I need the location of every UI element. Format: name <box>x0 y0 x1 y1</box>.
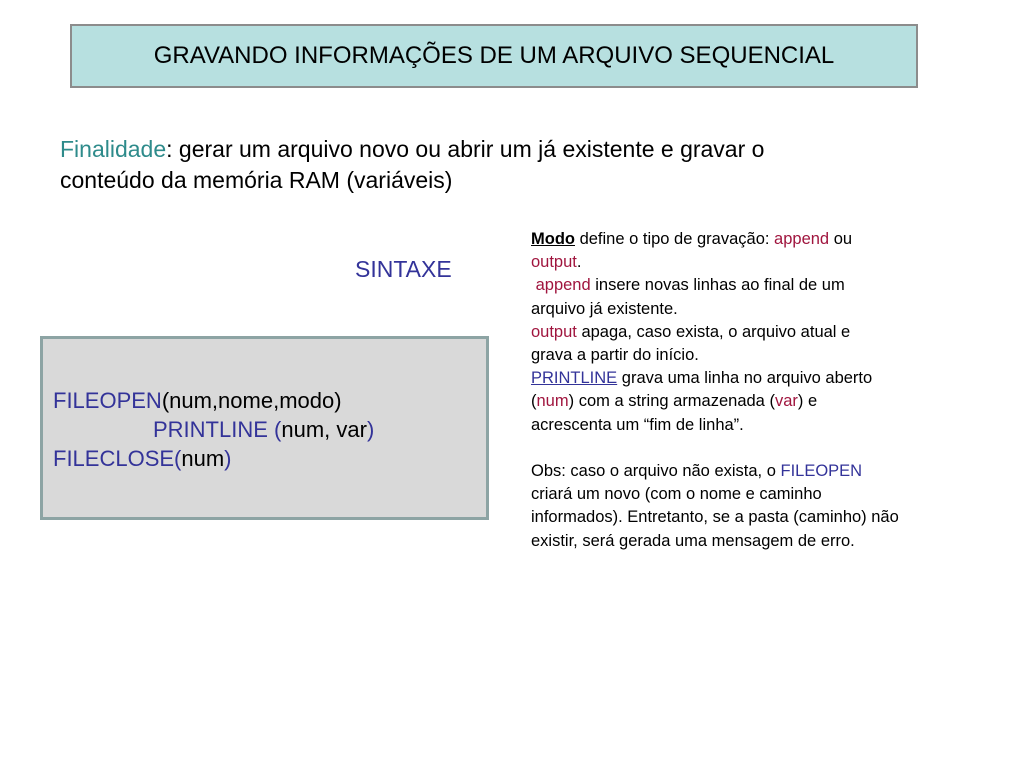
ou-text: ou <box>829 230 853 248</box>
notes-append-line2: arquivo já existente. <box>531 299 678 318</box>
output-word: output <box>531 253 577 272</box>
notes-modo-line1 <box>531 228 1001 251</box>
printline-close-paren: ) <box>366 417 375 442</box>
printline-desc2: ) com a string armazenada ( <box>568 392 775 411</box>
notes-obs-line1 <box>531 460 1001 483</box>
printline-desc: grava uma linha no arquivo aberto <box>617 369 873 388</box>
printline-keyword: PRINTLINE ( <box>153 417 282 442</box>
fileopen-keyword: FILEOPEN <box>53 388 162 413</box>
fileclose-keyword: FILECLOSE( <box>53 446 182 471</box>
output-word-2: output <box>531 322 577 341</box>
notes-modo-line2 <box>531 251 1001 274</box>
finalidade-paragraph <box>60 134 880 196</box>
period-text: . <box>576 253 582 272</box>
notes-printline-line2 <box>531 390 1001 413</box>
notes-blank <box>531 437 1001 460</box>
notes-obs-line4: existir, será gerada uma mensagem de erro. <box>531 531 855 550</box>
modo-text: define o tipo de gravação: <box>574 230 775 248</box>
output-desc: apaga, caso exista, o arquivo atual e <box>576 322 851 341</box>
finalidade-text-line2: conteúdo da memória RAM (variáveis) <box>60 167 453 193</box>
finalidade-text-line1: : gerar um arquivo novo ou abrir um já existente e gravar o <box>166 136 765 162</box>
fileclose-close-paren: ) <box>224 446 232 471</box>
notes-printline-line1 <box>531 367 1001 390</box>
fileopen-word: FILEOPEN <box>780 462 863 481</box>
notes-obs-line3: informados). Entretanto, se a pasta (caminho) não <box>531 508 899 527</box>
notes-panel <box>531 228 1001 553</box>
modo-label: Modo <box>531 230 575 248</box>
obs-text: Obs: caso o arquivo não exista, o <box>531 462 781 481</box>
notes-output-line2: grava a partir do início. <box>531 346 699 365</box>
syntax-line-fileopen <box>53 387 342 415</box>
syntax-line-printline <box>153 416 374 444</box>
append-word: append <box>774 230 830 248</box>
append-word-2: append <box>535 276 591 295</box>
finalidade-label: Finalidade <box>60 136 167 162</box>
append-desc: insere novas linhas ao final de um <box>590 276 845 295</box>
notes-output-line1 <box>531 321 1001 344</box>
paren-open: ( <box>531 392 537 411</box>
sintaxe-heading: SINTAXE <box>355 256 452 282</box>
fileclose-args: num <box>181 446 225 471</box>
slide-title-box <box>70 24 918 88</box>
printline-args: num, var <box>281 417 367 442</box>
notes-obs-line2: criará um novo (com o nome e caminho <box>531 485 822 504</box>
syntax-box <box>40 336 489 520</box>
slide-title: GRAVANDO INFORMAÇÕES DE UM ARQUIVO SEQUENCIAL <box>153 42 835 69</box>
fileopen-args: (num,nome,modo) <box>161 388 342 413</box>
syntax-line-fileclose <box>53 445 232 473</box>
notes-printline-line3: acrescenta um “fim de linha”. <box>531 415 744 434</box>
num-word: num <box>536 392 569 411</box>
printline-word: PRINTLINE <box>531 369 618 388</box>
printline-desc3: ) e <box>797 392 818 411</box>
notes-append-line1 <box>531 274 1001 297</box>
var-word: var <box>774 392 798 411</box>
